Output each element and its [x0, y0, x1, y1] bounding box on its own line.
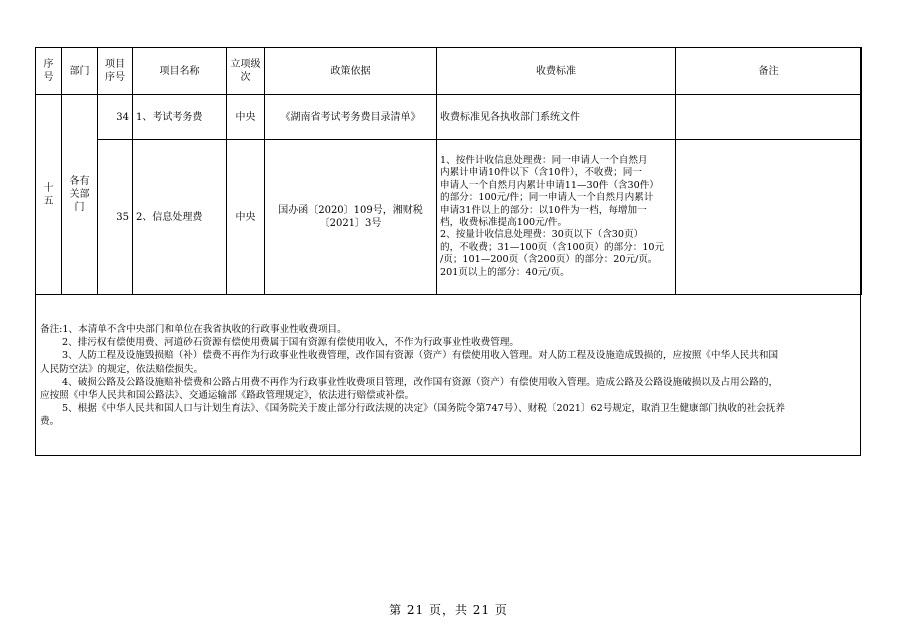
standard-line: 的部分：100元/件；同一申请人一个自然月内累计	[440, 192, 654, 204]
header-remark: 备注	[676, 48, 862, 95]
header-standard: 收费标准	[437, 48, 676, 95]
standard-line: 档，收费标准提高100元/件。	[440, 217, 568, 228]
header-basis: 政策依据	[265, 48, 437, 95]
note-line: 备注:1、本清单不含中央部门和单位在我省执收的行政事业性收费项目。	[40, 324, 347, 335]
standard-cell: 收费标准见各执收部门系统文件	[437, 95, 676, 140]
basis-cell: 国办函〔2020〕109号，湘财税〔2021〕3号	[265, 140, 437, 295]
note-line: 4、破损公路及公路设施赔补偿费和公路占用费不再作为行政事业性收费项目管理，改作国有资源（资产）有偿使用收入管理。造成公路及公路设施破损以及占用公路的，	[62, 376, 779, 388]
item-seq-cell: 34	[98, 95, 133, 140]
standard-line: /页；101—200页（含200页）的部分：20元/页。	[440, 254, 658, 266]
header-item-name: 项目名称	[133, 48, 227, 95]
standard-line: 1、按件计收信息处理费：同一申请人一个自然月	[440, 154, 648, 166]
standard-line: 申请31件以上的部分：以10件为一档，每增加一	[440, 204, 647, 216]
group-dept: 各有关部门	[62, 95, 98, 295]
header-seq: 序号	[36, 48, 62, 95]
item-seq-cell: 35	[98, 140, 133, 295]
item-name-cell: 1、考试考务费	[133, 95, 227, 140]
header-level: 立项级次	[227, 48, 265, 95]
standard-line: 2、按量计收信息处理费：30页以下（含30页）	[440, 229, 644, 241]
standard-line: 201页以上的部分：40元/页。	[440, 266, 570, 278]
note-line: 应按照《中华人民共和国公路法》、交通运输部《路政管理规定》，依法进行赔偿或补偿。	[40, 390, 415, 402]
sheet-border	[35, 47, 861, 456]
note-line: 人民防空法》的规定，依法赔偿损失。	[40, 363, 204, 375]
standard-line: 申请人一个自然月内累计申请11—30件（含30件）	[440, 179, 659, 191]
level-cell: 中央	[227, 95, 265, 140]
group-seq: 十五	[36, 95, 62, 295]
item-name-cell: 2、信息处理费	[133, 140, 227, 295]
header-dept: 部门	[62, 48, 98, 95]
basis-cell: 《湖南省考试考务费目录清单》	[265, 95, 437, 140]
header-item-seq: 项目序号	[98, 48, 133, 95]
level-cell: 中央	[227, 140, 265, 295]
note-line: 费。	[40, 416, 60, 428]
standard-line: 内累计申请10件以下（含10件），不收费；同一	[440, 167, 642, 179]
standard-line: 的，不收费；31—100页（含100页）的部分：10元	[440, 241, 665, 253]
page-footer: 第 21 页，共 21 页	[389, 603, 508, 617]
note-line: 2、排污权有偿使用费、河道砂石资源有偿使用费属于国有资源有偿使用收入，不作为行政事业性收费管理。	[62, 337, 520, 349]
note-line: 3、人防工程及设施毁损赔（补）偿费不再作为行政事业性收费管理，改作国有资源（资产）有偿使用收入管理。对人防工程及设施造成毁损的，应按照《中华人民共和国	[62, 350, 779, 362]
note-line: 5、根据《中华人民共和国人口与计划生育法》、《国务院关于废止部分行政法规的决定》（国务院令第747号）、财税〔2021〕62号规定，取消卫生健康部门执收的社会抚养	[62, 403, 785, 415]
